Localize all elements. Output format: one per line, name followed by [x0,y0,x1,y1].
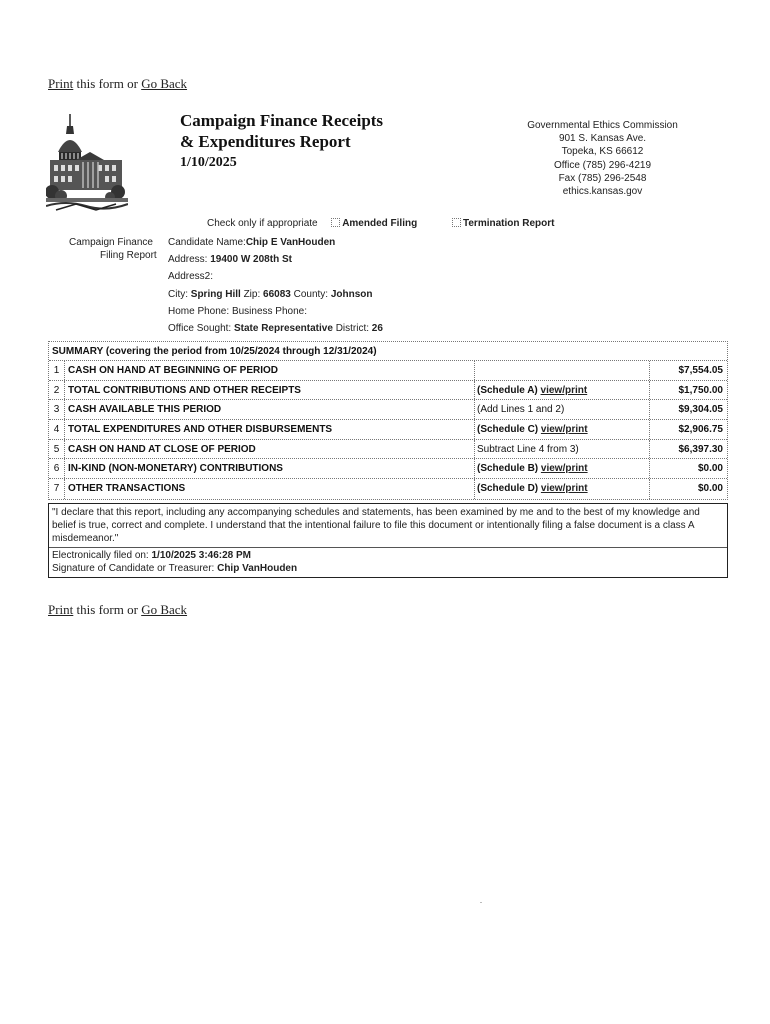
office-sought-value: State Representative [233,323,333,334]
summary-schedule-cell [475,440,650,459]
schedule-view-print-link[interactable]: view/print [540,483,588,495]
summary-schedule-cell [475,400,650,419]
zip-value: 66083 [263,289,291,300]
summary-line-description: TOTAL CONTRIBUTIONS AND OTHER RECEIPTS [65,381,475,400]
summary-line-number: 4 [49,420,65,439]
summary-schedule-cell [475,420,650,439]
report-title-line2: & Expenditures Report [180,132,351,151]
agency-name: Governmental Ethics Commission [527,120,678,131]
address-label: Address: [168,254,211,265]
city-line [168,289,373,300]
schedule-label: (Schedule B) [477,463,541,475]
schedule-label: (Schedule D) [477,483,541,495]
summary-schedule-cell [475,479,650,499]
schedule-label: (Add Lines 1 and 2) [477,404,565,416]
candidate-name-label: Candidate Name: [168,237,246,248]
amended-filing-checkbox[interactable] [331,218,340,227]
summary-amount: $2,906.75 [678,424,723,436]
filed-on-line [52,549,724,562]
summary-line-description: OTHER TRANSACTIONS [65,479,475,499]
summary-schedule-cell [475,381,650,400]
cf-label-line1: Campaign Finance [69,237,153,248]
district-value: 26 [371,323,383,334]
schedule-label: (Schedule A) [477,384,541,396]
report-date: 1/10/2025 [180,155,237,170]
declaration-text: "I declare that this report, including any accompanying schedules and statements, has been examined by me and to the best of my knowledge and belief is true, correct and complete. I understand that the intentional failure to file this document or intentionally filing a false document is a class A misdemeanor." [49,504,727,548]
summary-line-number: 5 [49,440,65,459]
city-label: City: [168,289,191,300]
scan-speck [480,902,482,903]
summary-line-description: IN-KIND (NON-MONETARY) CONTRIBUTIONS [65,459,475,478]
nav-connector-text-bottom: this form or [73,602,142,617]
summary-row [49,381,727,401]
address-line [168,254,292,265]
summary-amount: $7,554.05 [678,365,723,376]
check-prompt: Check only if appropriate [207,218,318,229]
agency-office-phone: Office (785) 296-4219 [553,159,652,171]
summary-row [49,440,727,460]
summary-line-number: 6 [49,459,65,478]
agency-address [505,119,700,198]
summary-line-number: 2 [49,381,65,400]
cf-label-line2: Filing Report [100,250,157,261]
candidate-name-line [168,237,335,248]
report-title-line1: Campaign Finance Receipts [180,111,384,130]
print-link-bottom[interactable]: Print [48,602,74,617]
address2-line [168,271,213,282]
county-label: County: [293,289,331,300]
schedule-view-print-link[interactable]: view/print [540,384,588,396]
signature-line [52,562,724,575]
agency-street: 901 S. Kansas Ave. [558,133,647,145]
print-link[interactable]: Print [48,76,74,91]
termination-report-label: Termination Report [463,218,555,229]
district-label: District: [335,323,372,334]
nav-connector-text: this form or [73,76,142,91]
address2-label: Address2: [168,271,214,282]
address-value: 19400 W 208th St [210,254,292,265]
business-phone-label: Business Phone: [231,306,307,317]
summary-amount: $0.00 [697,463,723,475]
termination-report-checkbox[interactable] [452,218,461,227]
summary-row [49,400,727,420]
top-nav [48,76,187,92]
summary-line-number: 7 [49,479,65,499]
summary-row [49,361,727,381]
office-line [168,323,383,334]
filing-signature-block [49,548,727,577]
office-sought-label: Office Sought: [168,323,234,334]
agency-fax: Fax (785) 296-2548 [558,172,647,184]
filed-on-value: 1/10/2025 3:46:28 PM [151,549,252,561]
summary-row [49,420,727,440]
kansas-capitol-seal-icon [46,112,128,212]
summary-amount: $0.00 [697,483,723,495]
go-back-link-bottom[interactable]: Go Back [141,602,188,617]
summary-line-description: CASH AVAILABLE THIS PERIOD [65,400,475,419]
summary-line-description: CASH ON HAND AT BEGINNING OF PERIOD [65,361,475,380]
summary-row [49,459,727,479]
go-back-link[interactable]: Go Back [141,76,188,91]
summary-line-number: 3 [49,400,65,419]
schedule-label: (Schedule C) [477,424,541,436]
home-phone-label: Home Phone: [168,306,230,317]
candidate-name: Chip E VanHouden [245,237,336,248]
signature-label: Signature of Candidate or Treasurer: [52,562,218,574]
summary-line-description: TOTAL EXPENDITURES AND OTHER DISBURSEMENTS [65,420,475,439]
summary-line-number: 1 [49,361,65,380]
summary-row [49,479,727,499]
zip-label: Zip: [243,289,264,300]
summary-table [48,341,728,500]
city-value: Spring Hill [190,289,241,300]
summary-schedule-cell [475,361,650,380]
summary-heading: SUMMARY (covering the period from 10/25/2024 through 12/31/2024) [49,342,727,361]
agency-city: Topeka, KS 66612 [561,146,644,158]
filing-type-row [207,218,417,229]
summary-amount: $1,750.00 [678,384,723,396]
schedule-view-print-link[interactable]: view/print [540,463,588,475]
schedule-label: Subtract Line 4 from 3) [477,443,579,455]
summary-schedule-cell [475,459,650,478]
summary-amount: $6,397.30 [678,443,723,455]
filed-on-label: Electronically filed on: [52,549,152,561]
summary-line-description: CASH ON HAND AT CLOSE OF PERIOD [65,440,475,459]
agency-website: ethics.kansas.gov [562,186,643,198]
report-title-block [180,110,383,172]
bottom-nav [48,602,187,618]
schedule-view-print-link[interactable]: view/print [540,424,588,436]
phone-line [168,306,307,317]
county-value: Johnson [330,289,373,300]
amended-filing-label: Amended Filing [342,218,418,229]
termination-row [452,218,554,229]
signature-value: Chip VanHouden [217,562,298,574]
declaration-box [48,503,728,578]
summary-amount: $9,304.05 [678,404,723,416]
